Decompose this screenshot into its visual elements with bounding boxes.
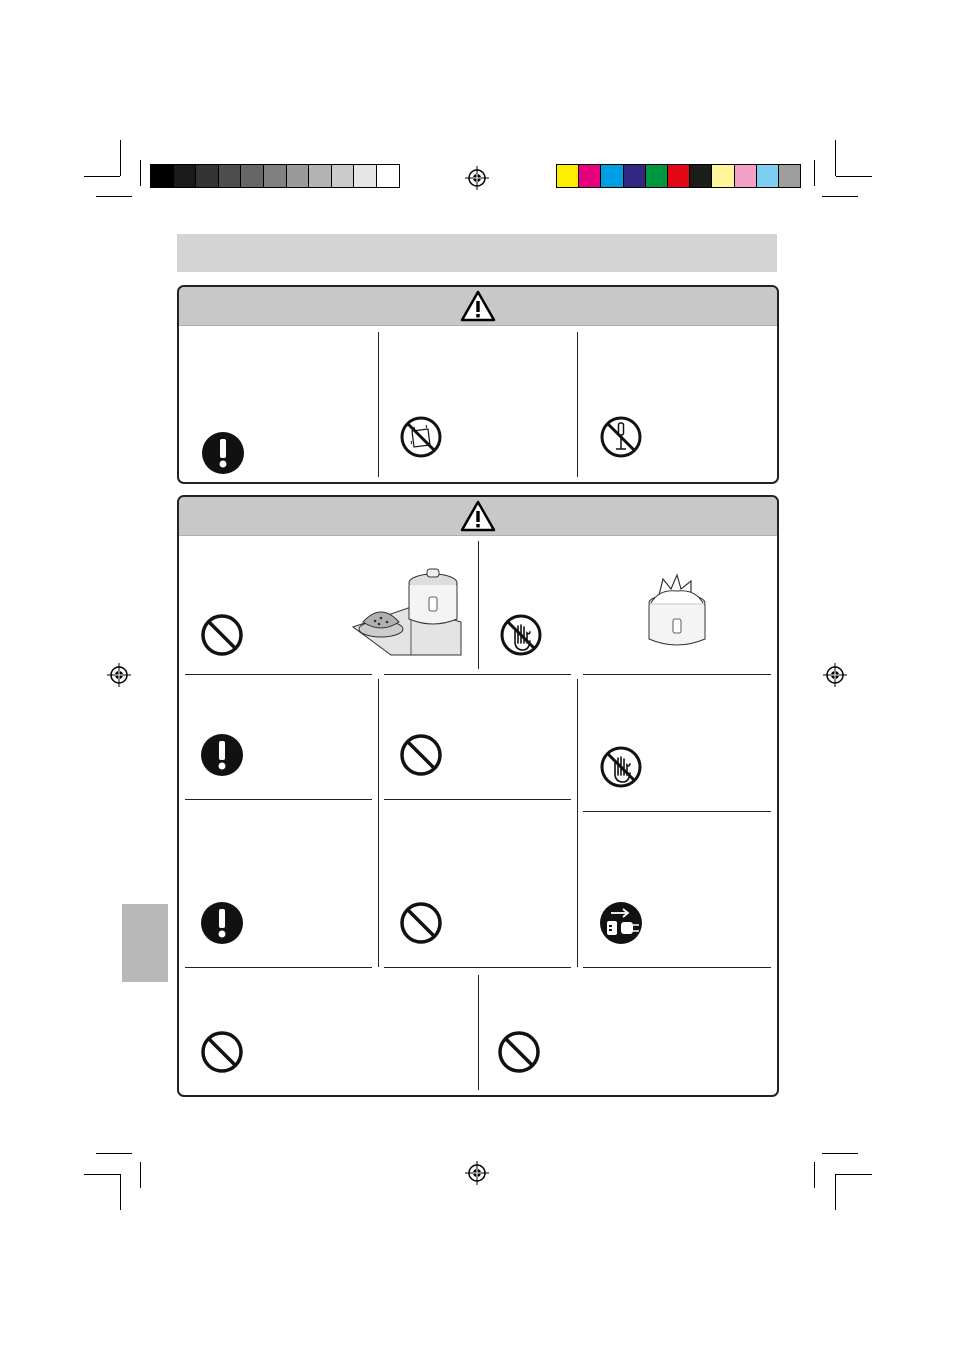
unplug-icon [599,901,643,945]
rice-cooker-steam-burst-illustration [641,573,713,653]
color-swatch [354,165,377,187]
color-swatch [646,165,668,187]
section-banner [177,234,777,272]
no-wet-hands-icon [399,415,443,459]
color-swatch [624,165,646,187]
color-swatch [557,165,579,187]
mandatory-action-icon [200,901,244,945]
warning-triangle-icon [460,500,496,532]
prohibited-icon [399,733,443,777]
color-swatch [377,165,399,187]
registration-mark-left-icon [107,663,131,687]
warning-panel-top [177,285,779,484]
no-disassembly-icon [599,415,643,459]
caution-panel-bottom [177,495,779,1097]
color-swatch [757,165,779,187]
color-swatch [690,165,712,187]
do-not-touch-icon [499,613,543,657]
color-swatch [668,165,690,187]
warning-triangle-icon [460,290,496,322]
color-swatch [601,165,623,187]
color-swatch [151,165,174,187]
registration-mark-top-icon [465,166,489,190]
side-chapter-tab [122,904,168,982]
cmyk-color-bar [556,164,801,188]
prohibited-icon [200,613,244,657]
color-swatch [332,165,355,187]
color-swatch [579,165,601,187]
rice-cooker-near-stove-illustration [351,567,463,657]
prohibited-icon [497,1030,541,1074]
color-swatch [196,165,219,187]
color-swatch [712,165,734,187]
color-swatch [219,165,242,187]
do-not-touch-icon [599,745,643,789]
registration-mark-bottom-icon [465,1161,489,1185]
color-swatch [241,165,264,187]
grayscale-color-bar [150,164,400,188]
registration-mark-right-icon [823,663,847,687]
color-swatch [174,165,197,187]
color-swatch [309,165,332,187]
color-swatch [735,165,757,187]
caution-panel-header [179,497,777,536]
mandatory-action-icon [200,733,244,777]
prohibited-icon [399,901,443,945]
prohibited-icon [200,1030,244,1074]
mandatory-action-icon [201,431,245,475]
warning-panel-top-header [179,287,777,326]
color-swatch [779,165,800,187]
color-swatch [264,165,287,187]
color-swatch [287,165,310,187]
